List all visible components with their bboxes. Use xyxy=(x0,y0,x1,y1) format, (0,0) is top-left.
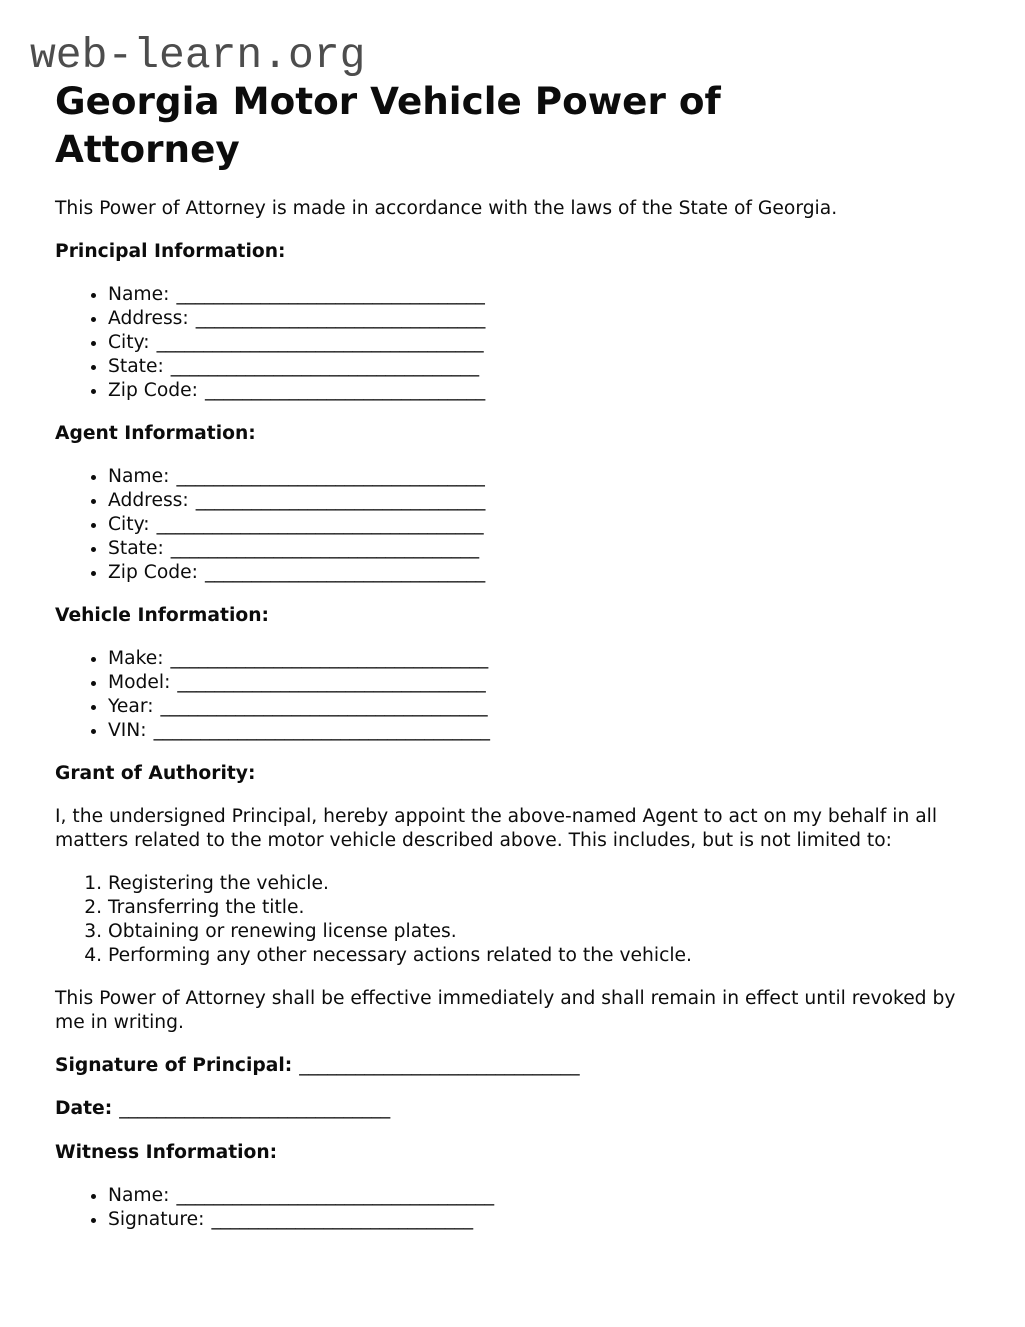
date-label: Date: xyxy=(55,1098,113,1120)
section-heading-vehicle: Vehicle Information: xyxy=(55,605,269,627)
field-label: Zip Code: xyxy=(108,562,198,584)
fill-in-blank: __________________________________ xyxy=(170,648,489,670)
grant-paragraph: I, the undersigned Principal, hereby appoint the above-named Agent to act on my behalf in all matters related to the motor vehicle described above. This includes, but is not limited to: xyxy=(55,806,938,852)
agent-fields-list xyxy=(55,465,970,585)
date-blank: _____________________________ xyxy=(119,1098,391,1120)
fill-in-blank: _________________________________ xyxy=(170,538,480,560)
field-agent-name xyxy=(108,465,970,489)
vehicle-fields-list xyxy=(55,647,970,743)
fill-in-blank: ______________________________ xyxy=(204,562,486,584)
field-vehicle-model xyxy=(108,671,970,695)
fill-in-blank: ___________________________________ xyxy=(156,514,484,536)
field-vehicle-vin xyxy=(108,719,970,743)
field-principal-zip xyxy=(108,379,970,403)
fill-in-blank: _________________________________ xyxy=(170,356,480,378)
principal-fields-list xyxy=(55,283,970,403)
section-heading-principal: Principal Information: xyxy=(55,241,286,263)
field-label: State: xyxy=(108,538,164,560)
field-agent-city xyxy=(108,513,970,537)
grant-authority-list xyxy=(55,872,970,968)
signature-of-principal-line xyxy=(55,1054,970,1078)
fill-in-blank: ___________________________________ xyxy=(160,696,488,718)
signature-label: Signature of Principal: xyxy=(55,1055,293,1077)
section-heading-grant: Grant of Authority: xyxy=(55,763,256,785)
grant-item-transfer: 2. Transferring the title. xyxy=(108,896,970,920)
field-agent-zip xyxy=(108,561,970,585)
fill-in-blank: __________________________________ xyxy=(176,1184,495,1206)
field-label: Make: xyxy=(108,648,164,670)
field-label: VIN: xyxy=(108,720,147,742)
field-label: Signature: xyxy=(108,1208,205,1230)
field-label: City: xyxy=(108,514,150,536)
field-label: Name: xyxy=(108,466,170,488)
field-label: Name: xyxy=(108,1184,170,1206)
field-label: Address: xyxy=(108,490,189,512)
field-vehicle-year xyxy=(108,695,970,719)
fill-in-blank: _________________________________ xyxy=(177,672,486,694)
effectiveness-paragraph: This Power of Attorney shall be effective immediately and shall remain in effect until revoked by me in writing. xyxy=(55,988,956,1034)
field-label: City: xyxy=(108,332,150,354)
fill-in-blank: _______________________________ xyxy=(195,490,486,512)
fill-in-blank: ___________________________________ xyxy=(156,332,484,354)
field-agent-state xyxy=(108,537,970,561)
fill-in-blank: _________________________________ xyxy=(176,284,485,306)
field-principal-address xyxy=(108,307,970,331)
field-witness-name xyxy=(108,1184,970,1208)
field-principal-city xyxy=(108,331,970,355)
fill-in-blank: ____________________________________ xyxy=(153,720,490,742)
fill-in-blank: _________________________________ xyxy=(176,466,485,488)
page-title: Georgia Motor Vehicle Power of Attorney xyxy=(55,79,721,171)
section-heading-agent: Agent Information: xyxy=(55,423,256,445)
field-label: Zip Code: xyxy=(108,380,198,402)
field-agent-address xyxy=(108,489,970,513)
field-label: Address: xyxy=(108,308,189,330)
field-label: State: xyxy=(108,356,164,378)
intro-paragraph: This Power of Attorney is made in accordance with the laws of the State of Georgia. xyxy=(55,198,838,219)
date-line xyxy=(55,1097,970,1121)
field-label: Year: xyxy=(108,696,154,718)
grant-item-register: 1. Registering the vehicle. xyxy=(108,872,970,896)
site-watermark: web-learn.org xyxy=(30,31,366,80)
field-principal-state xyxy=(108,355,970,379)
fill-in-blank: ____________________________ xyxy=(211,1208,474,1230)
section-heading-witness: Witness Information: xyxy=(55,1141,278,1163)
witness-fields-list xyxy=(55,1184,970,1232)
signature-blank: ______________________________ xyxy=(299,1055,580,1077)
grant-item-plates: 3. Obtaining or renewing license plates. xyxy=(108,920,970,944)
field-label: Model: xyxy=(108,672,171,694)
field-vehicle-make xyxy=(108,647,970,671)
fill-in-blank: ______________________________ xyxy=(204,380,486,402)
field-principal-name xyxy=(108,283,970,307)
field-label: Name: xyxy=(108,284,170,306)
fill-in-blank: _______________________________ xyxy=(195,308,486,330)
grant-item-other: 4. Performing any other necessary actions related to the vehicle. xyxy=(108,944,970,968)
field-witness-signature xyxy=(108,1208,970,1232)
